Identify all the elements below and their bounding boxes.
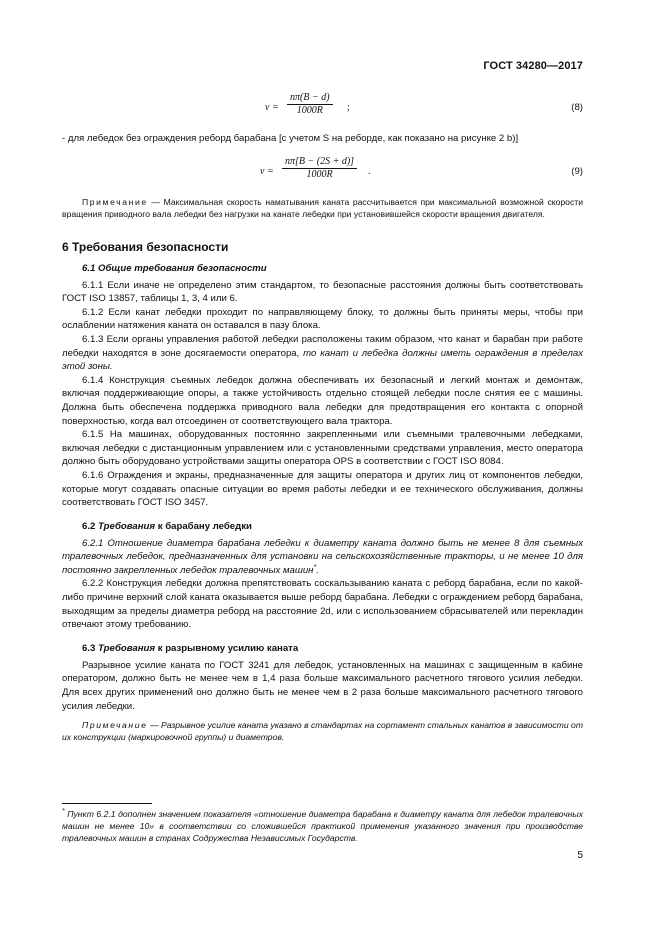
standard-header: ГОСТ 34280—2017 [483,60,583,72]
section-6-title: 6 Требования безопасности [62,239,229,254]
formula-8-number: (8) [571,102,583,113]
formula-9-denominator: 1000R [306,168,333,180]
note-1-label: Примечание [82,196,148,207]
para-6-2-1-end: . [316,564,319,576]
para-6-1-5: 6.1.5 На машинах, оборудованных постоянно закрепленными или съемными тралевочными лебедками, включая лебедки с дистанционным управлением или с установленными средствами управления, место оператора должно быть оборудовано устройствами защиты оператора OPS в соответствии с ГОСТ ISO 8084. [62,429,583,468]
section-6-3-title-num: 6.3 [82,642,99,654]
page-content [62,92,583,743]
section-6-1-title-text: 6.1 Общие требования безопасности [82,262,267,274]
para-6-1-2: 6.1.2 Если канат лебедки проходит по направляющему блоку, то должны быть приняты меры, чтобы при ослаблении натяжения каната он оставался в пазу блока. [62,306,583,332]
footnote-marker[interactable]: * [313,563,317,571]
section-6-3-title-italic: Требования [98,642,156,654]
para-6-1-1: 6.1.1 Если иначе не определено этим стандартом, то безопасные расстояния должны быть соответствовать ГОСТ ISO 13857, таблицы 1, 3, 4 или 6. [62,279,583,305]
formula-8-fraction [287,92,333,117]
note-1-text: — Максимальная скорость наматывания каната рассчитывается при максимальной возможной скорости вращения приводного вала лебедки без нагрузки на канате лебедки при установившейся скорости вращения двигателя. [62,196,583,219]
para-6-2-1 [62,537,583,578]
formula-8-lhs: v = [265,102,279,113]
para-6-1-6: 6.1.6 Ограждения и экраны, предназначенные для защиты оператора и других лиц от компонентов лебедки, которые могут создавать опасные ситуации во время работы лебедки и ее технического обслуживания, должны соответствовать ГОСТ ISO 3457. [62,469,583,509]
page-number: 5 [577,850,583,861]
note-1 [62,196,583,220]
section-6-2-title [62,520,583,533]
para-6-1-3 [62,333,583,374]
section-6-2-title-rest: к барабану лебедки [155,520,252,532]
section-6-1-title [62,262,583,275]
para-6-1-4: 6.1.4 Конструкция съемных лебедок должна обеспечивать их безопасный и легкий монтаж и демонтаж, включая поддерживающие опоры, а также устойчивость отдельно стоящей лебедки после снятия ее с машины. Должна быть обеспечена поддержка приводного вала лебедки для предотвращения его контакта с опорной поверхностью, когда вал отсоединен от соответствующего вала трактора. [62,374,583,427]
note-2-label: Примечание [82,720,148,731]
para-6-1-3-b: то канат и лебедка должны иметь ограждения в пределах этой зоны. [62,347,583,373]
footnote-text: Пункт 6.2.1 дополнен значением показателя «отношение диаметра барабана к диаметру каната для лебедок тралевочных машин не менее 10» в соответствии со сложившейся практикой применения указанного значения при производстве тралевочных машин в странах Содружества Независимых Государств. [62,809,583,843]
section-6-2-title-num: 6.2 [82,520,99,532]
formula-8-denominator: 1000R [296,105,323,116]
para-6-3: Разрывное усилие каната по ГОСТ 3241 для лебедок, установленных на машинах с защищенным в кабине оператором, должно быть не менее чем в 1,4 раза больше максимального расчетного тягового усилия лебедки. Для всех других применений оно должно быть не менее чем в 2 раза больше максимального расчетного тягового усилия лебедки. [62,659,583,712]
para-6-2-1-text: 6.2.1 Отношение диаметра барабана лебедки к диаметру каната должно быть не менее 8 для съемных тралевочных лебедок, предназначенных для установки на сельскохозяйственные тракторы, и не менее 10 для постоянно закрепленных лебедок тралевочных машин [62,537,583,576]
formula-8-numerator: nπ(B − d) [287,92,333,105]
para-6-2-2: 6.2.2 Конструкция лебедки должна препятствовать соскальзыванию каната с реборд барабана, если по какой-либо причине верхний слой каната оказывается выше реборд барабана. Лебедки с ограждением реборд барабана, выходящим за пределы диаметра реборд на расстояние 2d, или с использованием сбрасывателей или перекладин отвечают этому требованию. [62,578,583,631]
footnote-mark: * [62,808,65,816]
section-6-3-title [62,642,583,655]
formula-9-tail: . [368,165,371,177]
note-2 [62,719,583,743]
formula-9-lhs: v = [260,165,274,177]
formula-9-number: (9) [571,165,583,177]
para-6-1-3-a: 6.1.3 Если органы управления работой лебедки расположены таким образом, что канат и барабан при работе лебедки находятся в зоне досягаемости оператора, [62,333,583,359]
formula-9 [62,156,583,186]
note-2-text: — Разрывное усилие каната указано в стандартах на сортамент стальных канатов в зависимости от их конструкции (маркировочной группы) и диаметров. [62,720,583,743]
formula-9-numerator: nπ[B − (2S + d)] [282,156,357,169]
footnote-separator [62,803,152,804]
footnote [62,809,583,844]
formula-9-fraction [282,156,357,181]
formula-8-tail: ; [347,102,350,113]
section-6-2-title-italic: Требования [98,520,156,532]
section-6-3-title-rest: к разрывному усилию каната [155,642,299,654]
line-before-formula-9: - для лебедок без ограждения реборд барабана [с учетом S на реборде, как показано на рисунке 2 b)] [62,133,519,144]
formula-8 [62,92,583,122]
